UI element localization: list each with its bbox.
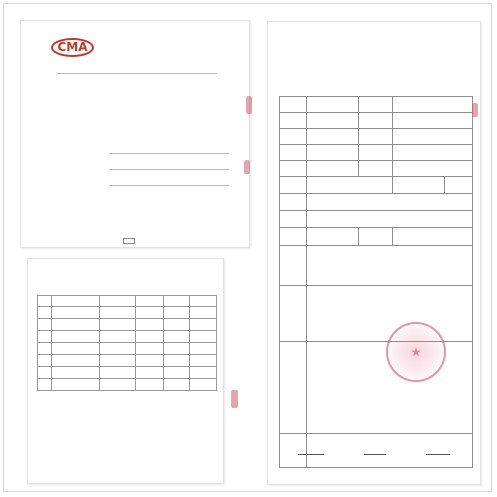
table-cell	[164, 319, 190, 331]
company-logo-icon	[123, 238, 135, 244]
table-cell	[190, 379, 217, 391]
cover-field-underline	[109, 185, 229, 186]
table-cell	[100, 307, 136, 319]
table-header-cell	[38, 296, 52, 307]
seal-star-icon: ★	[410, 345, 422, 359]
table-cell	[52, 307, 100, 319]
detail-info-table	[279, 96, 473, 468]
table-cell-value	[393, 97, 473, 113]
table-cell-value	[307, 113, 359, 129]
table-cell	[52, 319, 100, 331]
table-cell-label	[359, 97, 393, 113]
table-cell-label	[280, 129, 307, 145]
table-cell	[136, 379, 164, 391]
table-cell-label	[359, 228, 393, 246]
table-row	[38, 355, 217, 367]
table-cell	[190, 331, 217, 343]
table-cell	[100, 319, 136, 331]
table-cell	[100, 379, 136, 391]
table-header-cell	[52, 296, 100, 307]
reviewer-signature-line	[364, 454, 386, 455]
table-cell	[52, 367, 100, 379]
table-cell-value	[393, 161, 473, 177]
table-cell	[52, 331, 100, 343]
table-cell-label	[280, 113, 307, 129]
table-cell	[136, 355, 164, 367]
table-cell	[190, 355, 217, 367]
table-cell-value	[393, 228, 473, 246]
table-cell-label	[359, 129, 393, 145]
table-cell	[52, 379, 100, 391]
table-cell-label	[359, 161, 393, 177]
table-cell-label	[359, 145, 393, 161]
table-header-cell	[190, 296, 217, 307]
table-cell-value	[393, 129, 473, 145]
table-row	[280, 145, 473, 161]
table-row	[280, 113, 473, 129]
table-cell	[164, 307, 190, 319]
table-cell-value	[445, 177, 473, 194]
table-cell	[190, 319, 217, 331]
table-cell	[164, 331, 190, 343]
table-cell-label	[280, 211, 307, 228]
table-cell	[190, 367, 217, 379]
table-cell	[164, 367, 190, 379]
table-row	[280, 194, 473, 211]
table-cell	[164, 355, 190, 367]
table-cell	[38, 367, 52, 379]
table-header-cell	[136, 296, 164, 307]
table-cell-label	[359, 113, 393, 129]
table-cell-value	[307, 194, 473, 211]
table-cell-value	[307, 177, 393, 194]
table-cell-value	[307, 434, 473, 468]
cma-certification-logo: CMA	[51, 38, 94, 57]
table-cell-label	[280, 342, 307, 434]
table-cell	[38, 343, 52, 355]
cover-header-rule	[57, 73, 217, 74]
table-cell	[38, 319, 52, 331]
table-row	[280, 177, 473, 194]
table-cell	[136, 343, 164, 355]
table-cell-value	[307, 145, 359, 161]
table-cell-label	[393, 177, 445, 194]
results-table	[37, 295, 217, 391]
table-cell-label	[280, 177, 307, 194]
table-cell	[100, 367, 136, 379]
table-cell	[136, 319, 164, 331]
table-cell	[164, 379, 190, 391]
seal-edge-mark	[472, 103, 478, 117]
table-cell	[100, 343, 136, 355]
table-cell-label	[280, 286, 307, 342]
table-cell-label	[280, 194, 307, 211]
table-cell-label	[280, 161, 307, 177]
table-cell-value	[393, 113, 473, 129]
table-cell-value	[307, 97, 359, 113]
table-row	[38, 331, 217, 343]
table-cell-value	[307, 286, 473, 342]
table-cell-label	[280, 228, 307, 246]
table-cell	[136, 307, 164, 319]
official-seal-stamp	[386, 322, 446, 382]
cover-field-underline	[109, 153, 229, 154]
table-cell	[38, 331, 52, 343]
table-cell	[190, 307, 217, 319]
table-cell	[38, 355, 52, 367]
table-header-cell	[164, 296, 190, 307]
report-detail-page	[267, 21, 481, 485]
table-row	[280, 161, 473, 177]
seal-edge-mark	[244, 160, 250, 174]
table-cell-label	[280, 97, 307, 113]
table-cell-value	[393, 145, 473, 161]
table-row	[38, 319, 217, 331]
cover-field-underline	[109, 169, 229, 170]
table-cell-label	[280, 246, 307, 286]
maker-signature-line	[426, 454, 450, 455]
table-cell-value	[307, 246, 473, 286]
table-cell	[52, 343, 100, 355]
table-cell	[136, 367, 164, 379]
table-row	[280, 286, 473, 342]
table-row	[280, 246, 473, 286]
approver-signature-line	[298, 454, 324, 455]
table-cell-value	[307, 161, 359, 177]
table-header-row	[38, 296, 217, 307]
table-cell-label	[280, 145, 307, 161]
table-row	[280, 211, 473, 228]
report-results-page	[27, 258, 224, 484]
table-cell	[164, 343, 190, 355]
seal-edge-mark	[246, 96, 252, 114]
table-header-cell	[100, 296, 136, 307]
report-cover-page	[20, 20, 250, 248]
table-cell-value	[307, 129, 359, 145]
table-cell	[190, 343, 217, 355]
table-row	[280, 97, 473, 113]
table-cell	[136, 331, 164, 343]
table-row	[280, 129, 473, 145]
table-row	[38, 379, 217, 391]
table-cell	[38, 379, 52, 391]
table-cell	[52, 355, 100, 367]
table-row	[38, 367, 217, 379]
table-cell	[38, 307, 52, 319]
table-row	[280, 434, 473, 468]
table-cell-value	[307, 228, 359, 246]
table-cell	[100, 331, 136, 343]
table-row	[38, 343, 217, 355]
seal-edge-mark	[231, 390, 238, 408]
table-row	[38, 307, 217, 319]
table-cell-label	[280, 434, 307, 468]
table-cell	[100, 355, 136, 367]
table-cell-value	[307, 211, 473, 228]
table-row	[280, 228, 473, 246]
